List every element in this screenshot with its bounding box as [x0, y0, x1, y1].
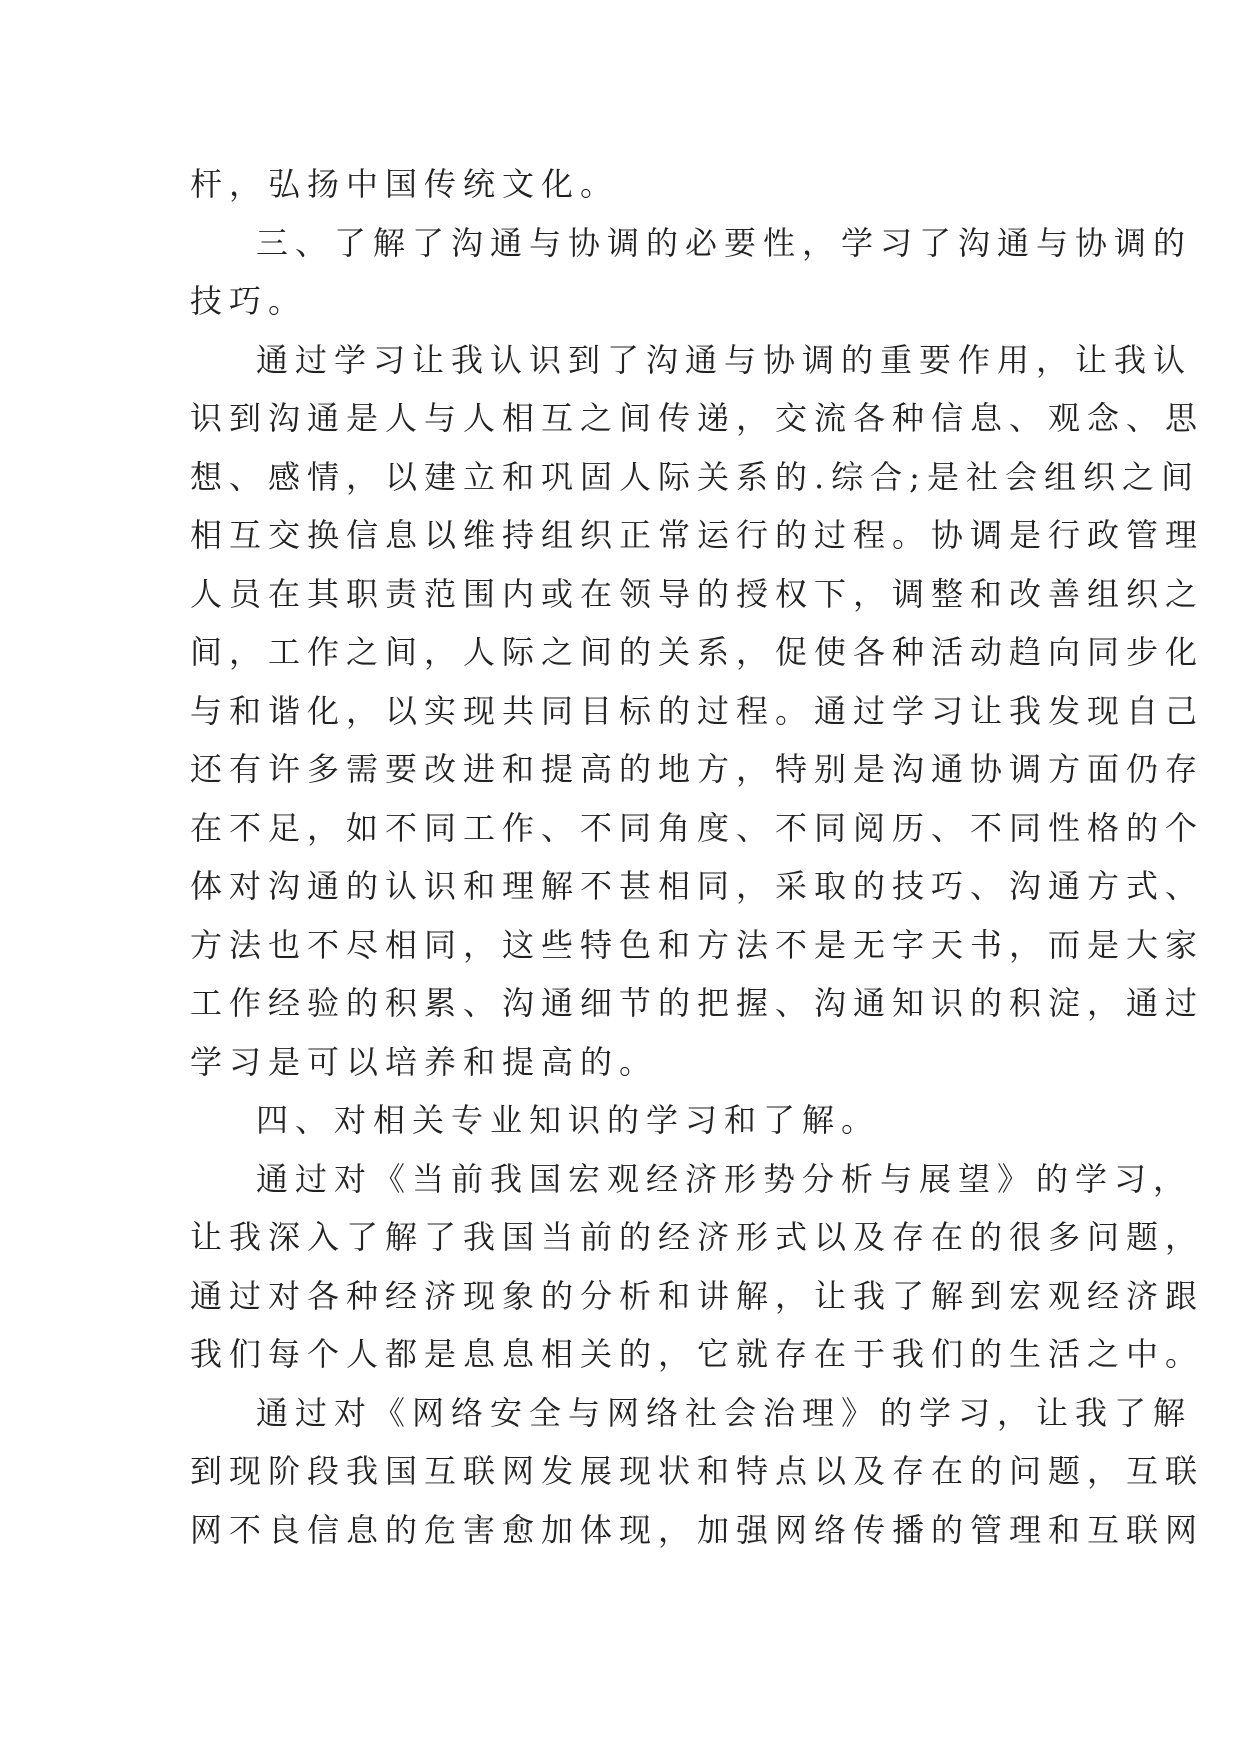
text-line: 还有许多需要改进和提高的地方，特别是沟通协调方面仍存 — [190, 750, 1205, 788]
text-line: 在不足，如不同工作、不同角度、不同阅历、不同性格的个 — [190, 808, 1205, 847]
text-line: 到现阶段我国互联网发展现状和特点以及存在的问题，互联 — [190, 1452, 1205, 1490]
body-text — [190, 155, 1205, 1559]
section-heading-4: 四、对相关专业知识的学习和了解。 — [256, 1101, 881, 1139]
text-line: 让我深入了解了我国当前的经济形式以及存在的很多问题， — [190, 1218, 1205, 1256]
paragraph-start: 通过对《当前我国宏观经济形势分析与展望》的学习， — [256, 1159, 1193, 1198]
text-line: 我们每个人都是息息相关的，它就存在于我们的生活之中。 — [190, 1335, 1205, 1373]
text-line: 相互交换信息以维持组织正常运行的过程。协调是行政管理 — [190, 516, 1205, 554]
text-line: 识到沟通是人与人相互之间传递，交流各种信息、观念、思 — [190, 399, 1205, 437]
text-line: 间，工作之间，人际之间的关系，促使各种活动趋向同步化 — [190, 633, 1205, 671]
section-heading-3: 三、了解了沟通与协调的必要性，学习了沟通与协调的 — [256, 223, 1193, 262]
text-line: 网不良信息的危害愈加体现，加强网络传播的管理和互联网 — [190, 1510, 1205, 1549]
text-line: 杆，弘扬中国传统文化。 — [190, 165, 620, 203]
text-line: 技巧。 — [190, 282, 308, 320]
text-line: 人员在其职责范围内或在领导的授权下，调整和改善组织之 — [190, 574, 1205, 613]
text-line: 工作经验的积累、沟通细节的把握、沟通知识的积淀，通过 — [190, 984, 1205, 1022]
text-line: 与和谐化，以实现共同目标的过程。通过学习让我发现自己 — [190, 691, 1205, 730]
text-line: 学习是可以培养和提高的。 — [190, 1042, 659, 1081]
text-line: 体对沟通的认识和理解不甚相同，采取的技巧、沟通方式、 — [190, 867, 1205, 905]
paragraph-start: 通过对《网络安全与网络社会治理》的学习，让我了解 — [256, 1393, 1193, 1432]
paragraph-start: 通过学习让我认识到了沟通与协调的重要作用，让我认 — [256, 340, 1193, 379]
text-line: 方法也不尽相同，这些特色和方法不是无字天书，而是大家 — [190, 925, 1205, 964]
text-line: 想、感情，以建立和巩固人际关系的.综合;是社会组织之间 — [190, 457, 1200, 496]
text-line: 通过对各种经济现象的分析和讲解，让我了解到宏观经济跟 — [190, 1276, 1205, 1315]
